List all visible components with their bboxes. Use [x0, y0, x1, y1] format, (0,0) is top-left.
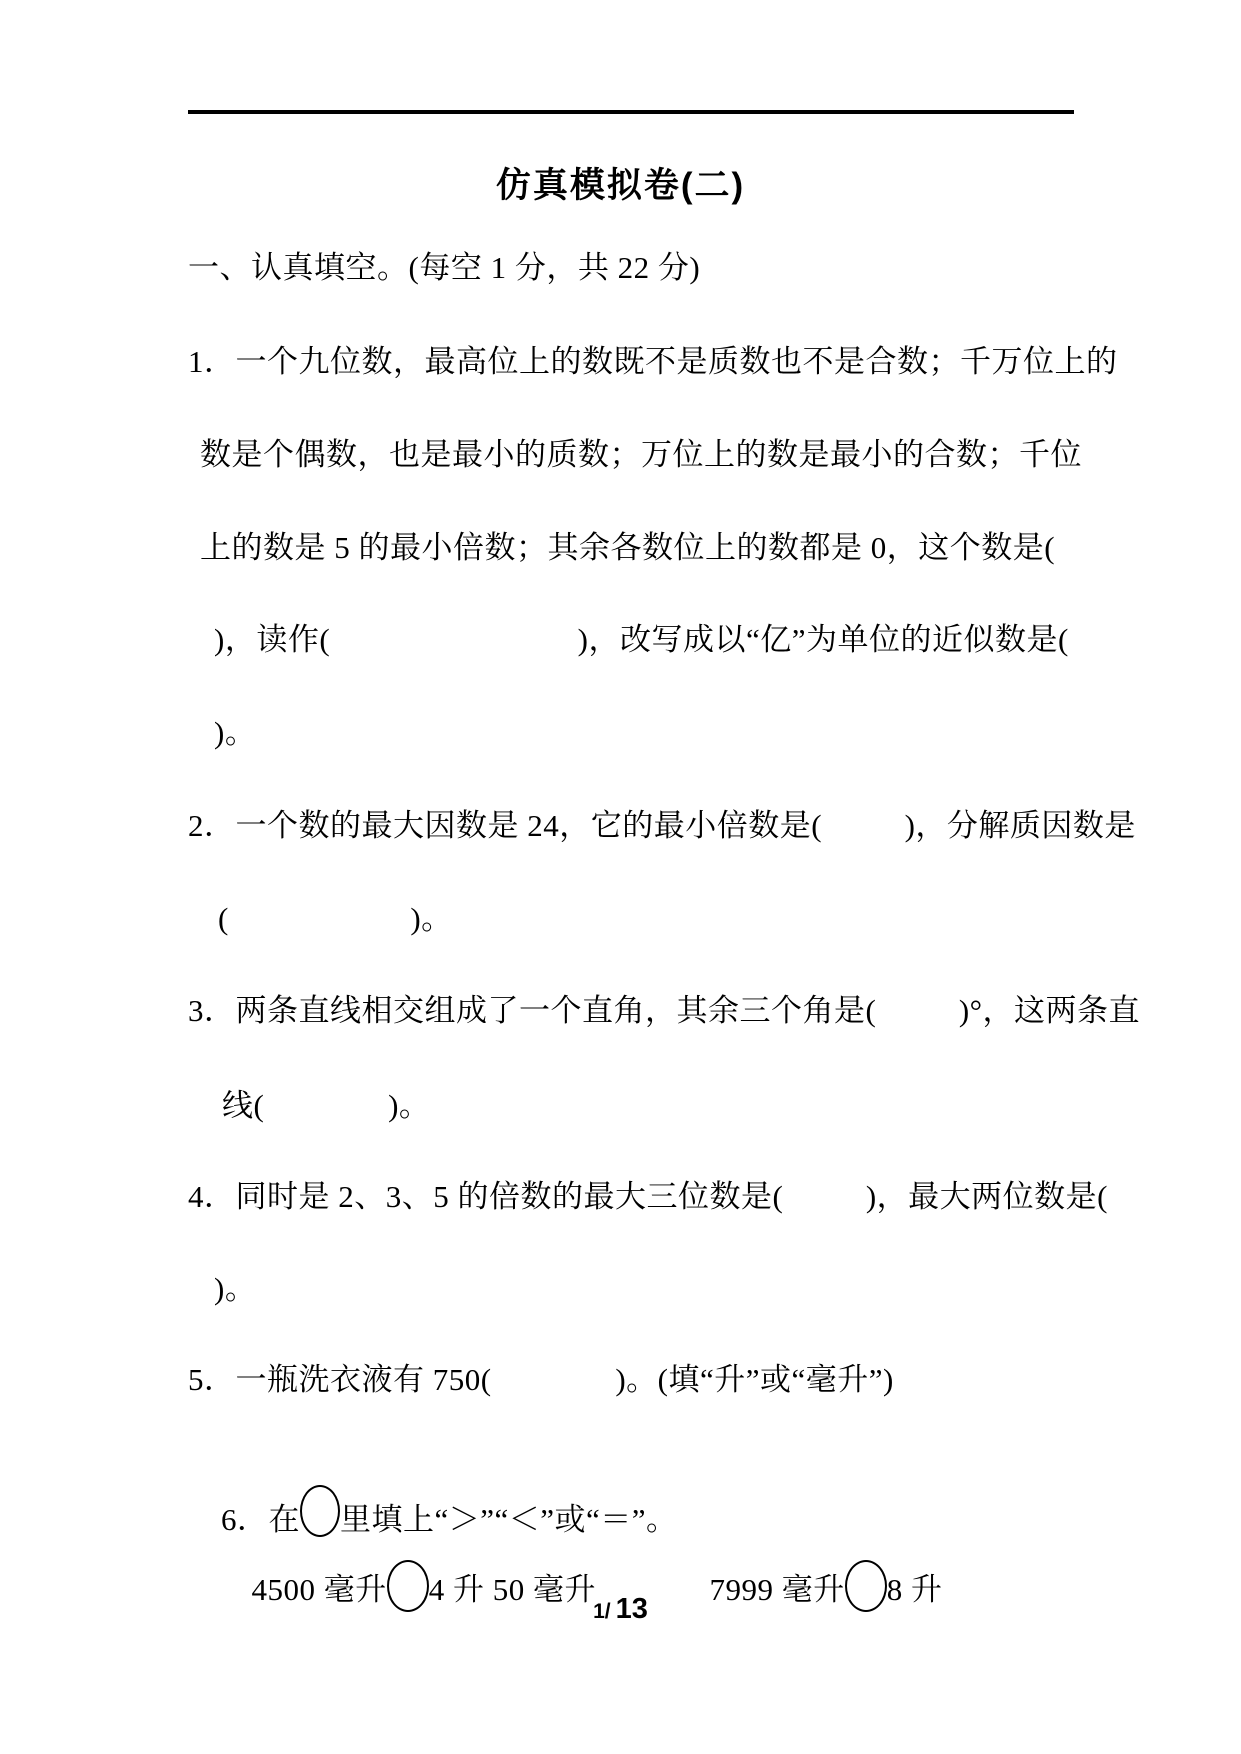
section-1-heading: 一、认真填空。(每空 1 分，共 22 分): [188, 250, 701, 285]
page-title: 仿真模拟卷(二): [495, 166, 746, 205]
q6-text-before-circle: 6．在: [221, 1502, 300, 1537]
q4-line-1: 4．同时是 2、3、5 的倍数的最大三位数是( )，最大两位数是(: [188, 1179, 1108, 1214]
q2-line-2: ( )。: [218, 901, 453, 936]
q6-comparison-row: [0, 1524, 1241, 1607]
comparison-2-right-value: 8 升: [886, 1572, 943, 1607]
comparison-1-left-value: 4500 毫升: [251, 1572, 387, 1607]
page-number-total: 13: [615, 1593, 648, 1625]
q1-line-3: 上的数是 5 的最小倍数；其余各数位上的数都是 0，这个数是(: [200, 530, 1056, 565]
comparison-2-left-value: 7999 毫升: [709, 1572, 845, 1607]
q5-line-1: 5．一瓶洗衣液有 750( )。(填“升”或“毫升”): [188, 1362, 894, 1397]
comparison-1-right-value: 4 升 50 毫升: [428, 1572, 596, 1607]
q2-line-1: 2．一个数的最大因数是 24，它的最小倍数是( )，分解质因数是: [188, 808, 1136, 843]
q1-line-1: 1．一个九位数，最高位上的数既不是质数也不是合数；千万位上的: [188, 344, 1118, 379]
q4-line-2: )。: [214, 1271, 257, 1306]
q1-line-5: )。: [214, 715, 257, 750]
q3-line-1: 3．两条直线相交组成了一个直角，其余三个角是( )°，这两条直: [188, 993, 1141, 1028]
q1-line-2: 数是个偶数，也是最小的质数；万位上的数是最小的合数；千位: [200, 437, 1082, 472]
page-number-current: 1/: [593, 1600, 611, 1623]
comparison-item-1: [202, 1524, 596, 1648]
page-number: [0, 1593, 1241, 1626]
q3-line-2: 线( )。: [222, 1088, 431, 1123]
q1-line-4: )，读作( )，改写成以“亿”为单位的近似数是(: [214, 622, 1069, 657]
q6-text-after-circle: 里填上“＞”“＜”或“＝”。: [340, 1502, 678, 1537]
comparison-item-2: [660, 1524, 943, 1648]
header-rule: [188, 110, 1074, 114]
